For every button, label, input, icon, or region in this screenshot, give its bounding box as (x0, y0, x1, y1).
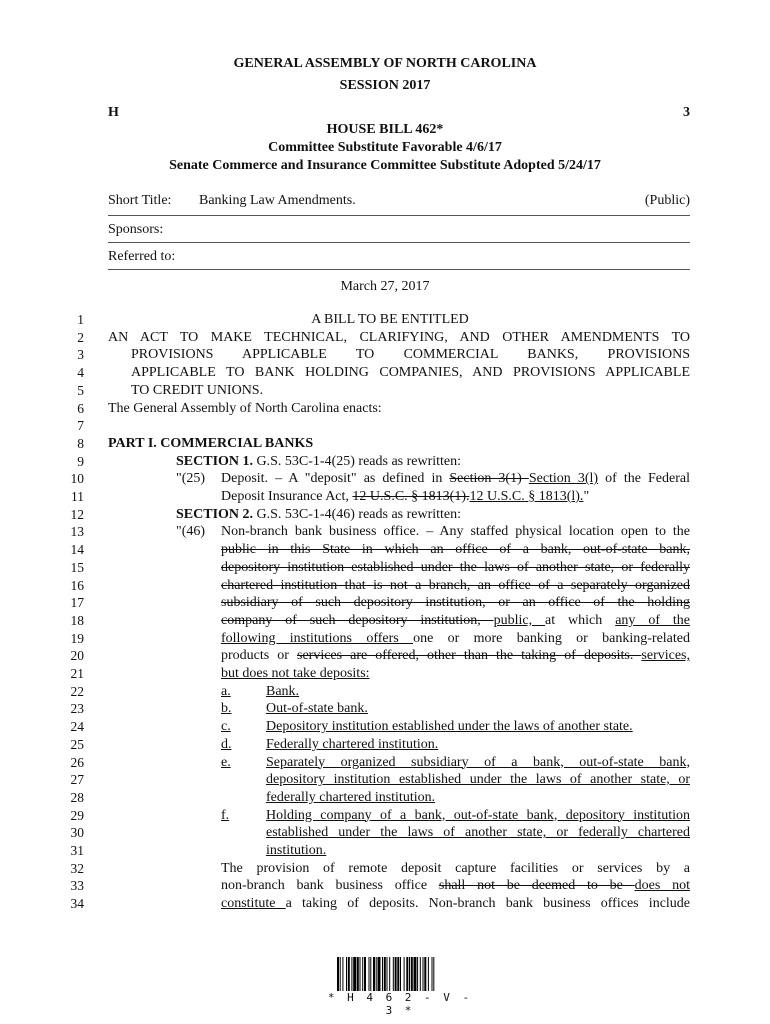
bill-line (176, 454, 461, 470)
line-number: 19 (70, 630, 84, 646)
barcode-bar (340, 957, 341, 991)
bill-line (266, 701, 368, 717)
text-segment: Non-branch bank business office. – Any staffed physical location open to the (221, 524, 690, 540)
text-segment: Deposit. – A "deposit" as defined in (221, 471, 450, 487)
bill-line (221, 595, 690, 611)
senate-substitute: Senate Commerce and Insurance Committee Substitute Adopted 5/24/17 (169, 158, 601, 173)
line-number: 18 (70, 612, 84, 628)
barcode-bar (351, 957, 352, 991)
session-title: SESSION 2017 (339, 78, 431, 93)
barcode-bar (406, 957, 408, 991)
inserted-text: Bank. (266, 683, 300, 699)
bill-line (131, 383, 263, 399)
line-number: 13 (70, 524, 84, 540)
barcode-bar (432, 957, 433, 991)
line-number: 22 (70, 683, 84, 699)
text-segment: APPLICABLE TO BANK HOLDING COMPANIES, AND PROVISIONS APPLICABLE (131, 365, 690, 381)
text-segment: "(46) (176, 524, 206, 540)
line-number: 30 (70, 825, 84, 841)
line-number: 32 (70, 860, 84, 876)
line-number: 34 (70, 896, 84, 912)
bill-number: HOUSE BILL 462* (326, 122, 444, 137)
bill-line (221, 701, 232, 717)
barcode-bar (393, 957, 394, 991)
inserted-text: f. (221, 807, 230, 823)
line-number: 20 (70, 648, 84, 664)
barcode-bar (384, 957, 386, 991)
bill-line (266, 825, 690, 841)
text-segment: The General Assembly of North Carolina enacts: (108, 400, 382, 416)
bill-line (131, 347, 690, 363)
line-number: 15 (70, 559, 84, 575)
inserted-text: established under the laws of another state, or federally chartered (266, 825, 690, 841)
line-number: 1 (77, 312, 84, 327)
text-segment: products or (221, 648, 297, 664)
inserted-text: does not (634, 878, 690, 894)
short-title-value: Banking Law Amendments. (199, 193, 356, 208)
deleted-text: chartered institution that is not a branch, an office of a separately organized (221, 577, 690, 593)
barcode (337, 957, 461, 991)
bill-line (221, 684, 231, 700)
bill-line (221, 560, 690, 576)
bold-text: PART I. COMMERCIAL BANKS (108, 435, 314, 451)
bill-line (108, 436, 313, 452)
text-segment: " (583, 489, 590, 504)
barcode-bar (337, 957, 339, 991)
text-segment: Deposit Insurance Act, (221, 489, 353, 504)
bill-line (221, 878, 690, 894)
text-segment: G.S. 53C-1-4(46) reads as rewritten: (253, 506, 462, 522)
inserted-text: a. (221, 683, 231, 699)
barcode-text: * H 4 6 2 - V - 3 * (327, 991, 473, 1017)
barcode-bar (400, 957, 401, 991)
inserted-text: Holding company of a bank, out-of-state bank, depository institution (266, 807, 690, 823)
text-segment: AN ACT TO MAKE TECHNICAL, CLARIFYING, AND OTHER AMENDMENTS TO (108, 329, 690, 345)
bill-line (108, 330, 690, 346)
barcode-bar (397, 957, 399, 991)
line-number: 12 (70, 506, 84, 522)
inserted-text: any of the (615, 612, 690, 628)
inserted-text: Federally chartered institution. (266, 736, 439, 752)
bill-line (266, 719, 633, 735)
text-segment: The provision of remote deposit capture facilities or services by a (221, 860, 690, 876)
line-number: 5 (77, 382, 84, 398)
line-number: 26 (70, 754, 84, 770)
bill-line (221, 755, 231, 771)
inserted-text: Out-of-state bank. (266, 701, 368, 717)
line-number: 7 (77, 418, 84, 434)
barcode-bar (409, 957, 410, 991)
bill-line (266, 808, 690, 824)
bill-line (266, 755, 690, 771)
chamber-letter: H (108, 105, 119, 120)
inserted-text: b. (221, 701, 232, 717)
deleted-text: Section 3(1) (449, 471, 529, 487)
line-number: 14 (70, 542, 84, 558)
inserted-text: institution. (266, 843, 327, 858)
line-number: 9 (77, 453, 84, 469)
barcode-bar (417, 957, 418, 991)
bill-line (266, 843, 326, 859)
divider (108, 215, 690, 216)
bill-line (266, 737, 438, 753)
bill-line (221, 896, 690, 912)
text-segment: G.S. 53C-1-4(25) reads as rewritten: (253, 453, 462, 469)
line-number: 21 (70, 666, 84, 681)
line-number: 31 (70, 843, 84, 858)
deleted-text: shall not be deemed to be (438, 878, 635, 894)
barcode-bar (369, 957, 370, 991)
inserted-text: depository institution established under the laws of another state, or (266, 772, 690, 788)
inserted-text: Separately organized subsidiary of a bank, out-of-state bank, (266, 754, 690, 770)
text-segment: "(25) (176, 471, 206, 487)
bill-line (266, 684, 299, 700)
line-number: 17 (70, 595, 84, 611)
inserted-text: federally chartered institution. (266, 789, 436, 805)
line-number: 11 (71, 489, 84, 504)
bill-line (221, 489, 589, 505)
barcode-bar (346, 957, 347, 991)
bill-line (210, 312, 570, 328)
inserted-text: public, (493, 612, 546, 628)
bill-line (221, 648, 690, 664)
public-label: (Public) (644, 193, 690, 208)
bill-line (131, 365, 690, 381)
inserted-text: Depository institution established under the laws of another state. (266, 719, 633, 735)
text-segment: at which (545, 612, 616, 628)
line-number: 29 (70, 807, 84, 823)
barcode-bar (362, 957, 363, 991)
barcode-bar (411, 957, 413, 991)
line-number: 16 (70, 577, 84, 593)
committee-substitute: Committee Substitute Favorable 4/6/17 (268, 140, 502, 155)
barcode-bar (370, 957, 371, 991)
bill-line (176, 524, 205, 540)
text-segment: one or more banking or banking-related (413, 630, 690, 646)
line-number: 25 (70, 736, 84, 752)
inserted-text: c. (221, 719, 231, 735)
text-segment: PROVISIONS APPLICABLE TO COMMERCIAL BANKS, PROVISIONS (131, 347, 690, 363)
bold-text: SECTION 1. (176, 453, 254, 469)
bill-line (176, 507, 461, 523)
bill-date: March 27, 2017 (340, 279, 430, 294)
bold-text: SECTION 2. (176, 506, 254, 522)
barcode-bar (373, 957, 375, 991)
bill-line (221, 719, 231, 735)
inserted-text: Section 3(l) (528, 471, 599, 487)
barcode-bar (360, 957, 361, 991)
text-segment: a taking of deposits. Non-branch bank business offices include (285, 896, 691, 912)
barcode-bar (424, 957, 426, 991)
bill-line (221, 524, 690, 540)
deleted-text: company of such depository institution, (221, 612, 494, 628)
bill-line (176, 471, 205, 487)
barcode-bar (364, 957, 366, 991)
inserted-text: but does not take deposits: (221, 666, 370, 681)
line-number: 23 (70, 701, 84, 717)
bill-line (221, 808, 229, 824)
inserted-text: e. (221, 754, 231, 770)
line-number: 33 (70, 878, 84, 894)
text-segment: non-branch bank business office (221, 878, 439, 894)
deleted-text: subsidiary of such depository institution, or an office of the holding (221, 595, 690, 611)
deleted-text: 12 U.S.C. § 1813(1). (352, 489, 470, 504)
text-segment: TO CREDIT UNIONS. (131, 382, 264, 398)
line-number: 8 (77, 435, 84, 451)
line-number: 10 (70, 471, 84, 487)
bill-line (221, 578, 690, 594)
bill-line (221, 613, 690, 629)
barcode-bar (387, 957, 388, 991)
barcode-bar (423, 957, 424, 991)
line-number: 3 (77, 347, 84, 363)
barcode-bar (433, 957, 434, 991)
bill-line (221, 631, 690, 647)
sponsors-label: Sponsors: (108, 222, 164, 237)
line-number: 24 (70, 719, 84, 735)
barcode-bar (404, 957, 405, 991)
inserted-text: services, (641, 648, 690, 664)
barcode-bar (414, 957, 417, 991)
barcode-bar (420, 957, 421, 991)
barcode-bar (378, 957, 381, 991)
barcode-bar (428, 957, 429, 991)
bill-line (221, 471, 690, 487)
bill-line (221, 666, 370, 682)
deleted-text: services are offered, other than the taking of deposits. (297, 648, 642, 664)
bill-line (221, 737, 232, 753)
inserted-text: constitute (221, 896, 286, 912)
deleted-text: depository institution established under the laws of another state, or federally (221, 559, 690, 575)
bill-line (221, 861, 690, 877)
deleted-text: public in this State in which an office of a bank, out-of-state bank, (221, 542, 690, 558)
barcode-bar (353, 957, 356, 991)
referred-label: Referred to: (108, 249, 176, 264)
barcode-bar (348, 957, 350, 991)
barcode-bar (389, 957, 390, 991)
inserted-text: 12 U.S.C. § 1813(l). (469, 489, 584, 504)
barcode-bar (382, 957, 383, 991)
assembly-title: GENERAL ASSEMBLY OF NORTH CAROLINA (233, 56, 537, 71)
bill-line (108, 401, 382, 417)
line-number: 6 (77, 400, 84, 416)
bill-line (266, 772, 690, 788)
barcode-bar (376, 957, 377, 991)
divider (108, 242, 690, 243)
barcode-bar (342, 957, 343, 991)
inserted-text: following institutions offers (221, 630, 414, 646)
line-number: 2 (77, 329, 84, 345)
bill-line (221, 542, 690, 558)
text-segment: of the Federal (598, 471, 690, 487)
short-title-label: Short Title: (108, 193, 172, 208)
version-number: 3 (683, 105, 690, 120)
barcode-bar (357, 957, 359, 991)
barcode-bar (395, 957, 397, 991)
text-segment: A BILL TO BE ENTITLED (311, 312, 469, 327)
inserted-text: d. (221, 736, 232, 752)
line-number: 28 (70, 789, 84, 805)
line-number: 4 (77, 365, 84, 381)
divider (108, 269, 690, 270)
line-number: 27 (70, 772, 84, 788)
bill-line (266, 790, 435, 806)
